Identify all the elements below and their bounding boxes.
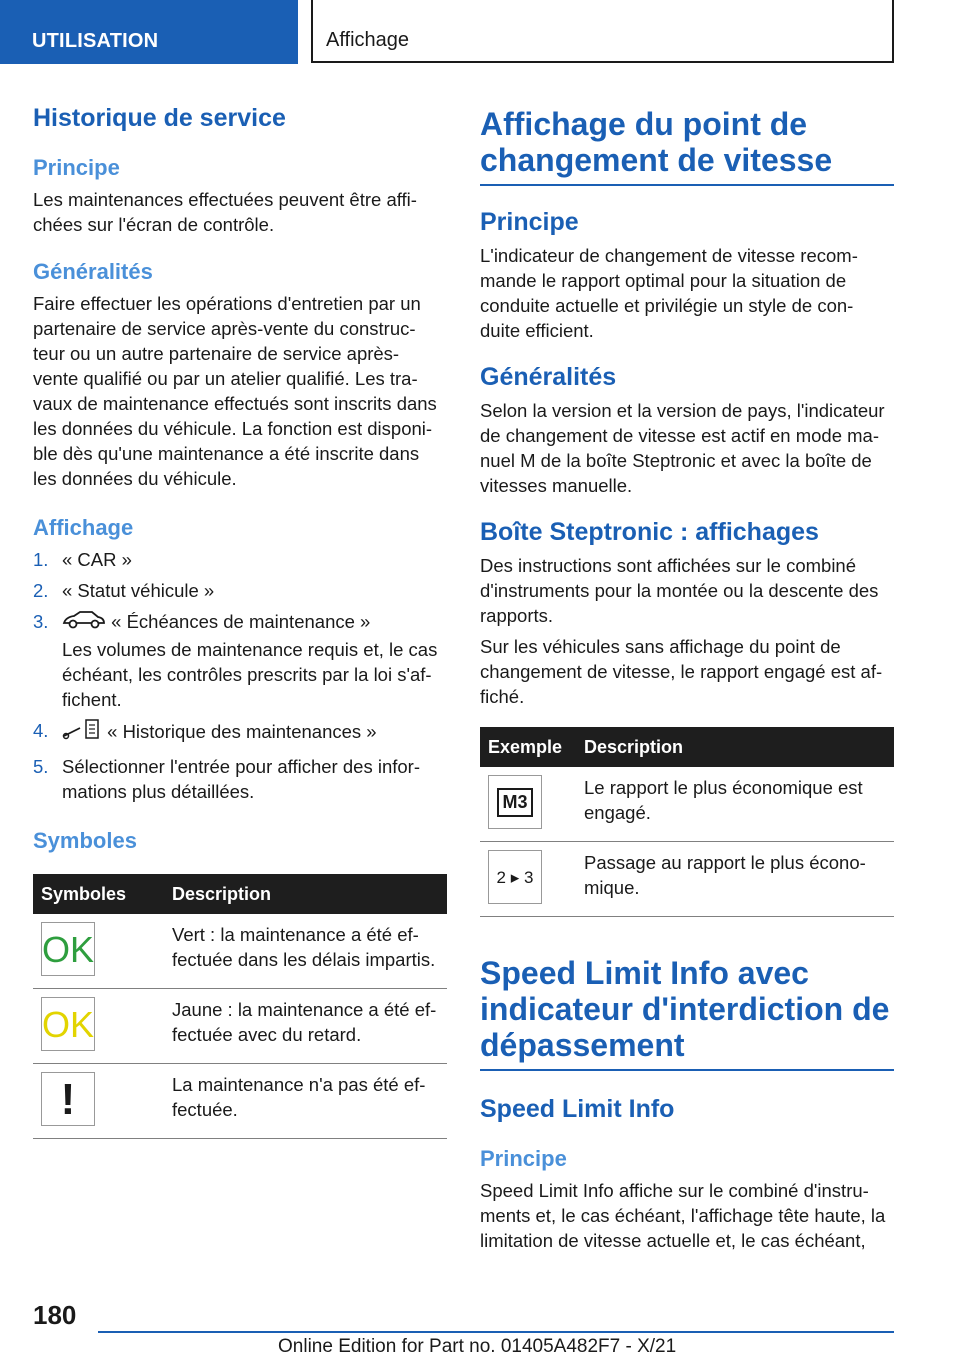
- list-item: 3. « Échéances de maintenance » Les volumes de maintenance requis et, le cas échéant, les contrôles prescrits par la loi s'af‐ fichent.: [33, 611, 438, 711]
- generalites-text: Faire effectuer les opérations d'entretien par un partenaire de service après-vente du construc‐ teur ou un autre partenaire de service après- vente qualifié ou par un atelier qualifié. Les tra‐ vaux de maintenance effectués sont inscrits dans les données du véhicule. La fonction est disponi‐ ble dès qu'une maintenance a été inscrite dans les données du véhicule.: [33, 293, 437, 489]
- section-heading-shift-point: Affichage du point de changement de vitesse: [480, 106, 894, 186]
- heading-symboles: Symboles: [33, 828, 137, 854]
- ok-green-icon: OK: [41, 922, 95, 976]
- list-item: 5. Sélectionner l'entrée pour afficher des infor‐ mations plus détaillées.: [33, 756, 420, 803]
- table-header-symboles: Symboles: [33, 874, 164, 914]
- generalites-text: Selon la version et la version de pays, l'indicateur de changement de vitesse est actif en mode ma‐ nuel M de la boîte Steptronic et avec la boîte de vitesses manuelle.: [480, 400, 885, 496]
- steptronic-text-2: Sur les véhicules sans affichage du point de changement de vitesse, le rapport engagé est af‐ fiché.: [480, 636, 883, 707]
- steptronic-text-1: Des instructions sont affichées sur le combiné d'instruments pour la montée ou la descente des rapports.: [480, 555, 879, 626]
- heading-generalites: Généralités: [33, 259, 153, 284]
- table-row: OK Vert : la maintenance a été ef‐ fectuée dans les délais impartis.: [33, 914, 447, 989]
- list-item: 1. « CAR »: [33, 549, 132, 570]
- table-header-description: Description: [576, 727, 894, 767]
- section-tab: [0, 0, 298, 64]
- exclamation-icon: !: [41, 1072, 95, 1126]
- heading-generalites: Généralités: [480, 363, 617, 391]
- edition-text: Online Edition for Part no. 01405A482F7 - X/21: [278, 1336, 677, 1357]
- list-item: 4. « Historique des maintenances »: [33, 718, 447, 748]
- page-number: 180: [33, 1300, 77, 1330]
- heading-principe: Principe: [33, 155, 120, 180]
- table-row: 2 ▸ 3 Passage au rapport le plus écono‐ mique.: [480, 842, 894, 917]
- heading-steptronic: Boîte Steptronic : affichages: [480, 518, 819, 546]
- examples-table: [480, 727, 894, 917]
- table-row: ! La maintenance n'a pas été ef‐ fectuée.: [33, 1064, 447, 1139]
- table-header-exemple: Exemple: [480, 727, 576, 767]
- service-history-icon: [62, 718, 102, 748]
- chapter-title: Affichage: [326, 29, 410, 51]
- step-note: Les volumes de maintenance requis et, le cas échéant, les contrôles prescrits par la loi s'af‐ fichent.: [62, 639, 438, 711]
- principe-text: Les maintenances effectuées peuvent être affi‐ chées sur l'écran de contrôle.: [33, 189, 417, 235]
- heading-principe: Principe: [480, 208, 579, 236]
- steps-list: [33, 547, 447, 804]
- section-heading-speed-limit: Speed Limit Info avec indicateur d'interdiction de dépassement: [480, 955, 894, 1071]
- table-header-description: Description: [164, 874, 447, 914]
- left-column: [33, 98, 447, 1139]
- symbols-table: [33, 874, 447, 1139]
- table-row: OK Jaune : la maintenance a été ef‐ fectuée avec du retard.: [33, 989, 447, 1064]
- heading-speed-limit-info: Speed Limit Info: [480, 1095, 675, 1123]
- gear-m3-icon: M3: [488, 775, 542, 829]
- speed-principe-text: Speed Limit Info affiche sur le combiné d'instru‐ ments et, le cas échéant, l'affichage tête haute, la limitation de vitesse actuelle et, le cas échéant,: [480, 1180, 886, 1251]
- right-column: [480, 98, 894, 1253]
- footer-divider: [98, 1331, 894, 1333]
- chapter-box: [311, 0, 894, 63]
- table-row: M3 Le rapport le plus économique est engagé.: [480, 767, 894, 842]
- shift-up-icon: 2 ▸ 3: [488, 850, 542, 904]
- principe-text: L'indicateur de changement de vitesse recom‐ mande le rapport optimal pour la situation de conduite actuelle et privilégie un style de con‐ duite efficient.: [480, 245, 858, 341]
- ok-yellow-icon: OK: [41, 997, 95, 1051]
- heading-principe: Principe: [480, 1146, 567, 1171]
- section-title: UTILISATION: [32, 30, 159, 52]
- section-heading-service-history: Historique de service: [33, 104, 286, 132]
- heading-affichage: Affichage: [33, 515, 134, 540]
- car-service-icon: [62, 609, 106, 637]
- list-item: 2. « Statut véhicule »: [33, 580, 215, 601]
